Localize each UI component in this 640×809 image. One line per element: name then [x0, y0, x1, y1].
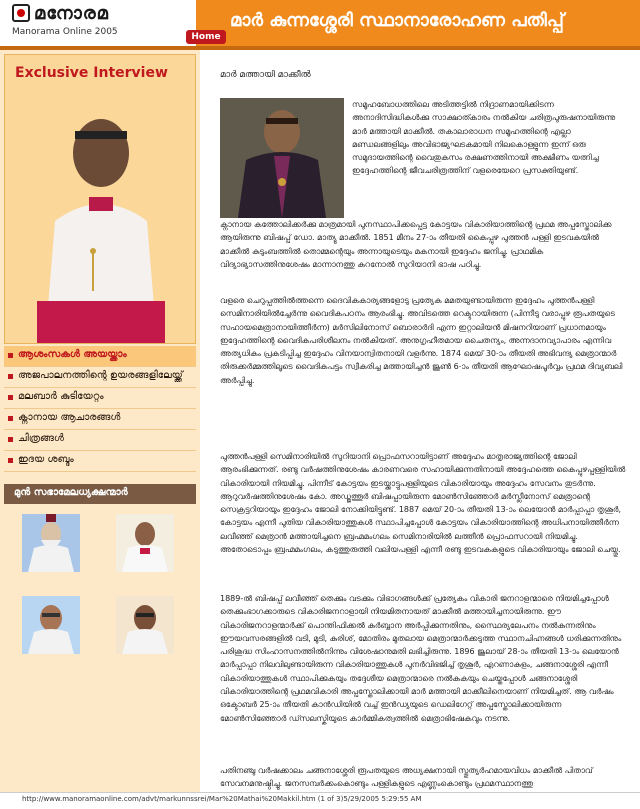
bullet-icon — [8, 458, 13, 463]
bishop-portrait-image — [37, 101, 165, 343]
nav-item-label: ക്നാനായ ആചാരങ്ങള്‍ — [18, 412, 121, 423]
site-logo[interactable] — [0, 0, 196, 46]
status-bar — [0, 792, 640, 809]
nav-item-label: ആശംസകള്‍ അയയ്ക്കാം — [18, 349, 127, 360]
former-bishops-header — [4, 484, 196, 504]
header — [0, 0, 640, 46]
nav-item-heart-voice[interactable] — [4, 451, 196, 472]
article-paragraph: പുത്തന്‍പള്ളി സെമിനാരിയില്‍ സുറിയാനി പ്രൊഫസറായിട്ടാണ് അദ്ദേഹം മാതൃരാജ്യത്തിന്റെ ജോലി ആരംഭിക്കുന്നത്. രണ്ടു വര്‍ഷത്തിനുശേഷം കാരണവരെ സഹായിക്കുന്നതിനായി അദ്ദേഹത്തെ കൈപ്പുഴപ്പള്ളിയില്‍ വികാരിയായി നിയമിച്ചു. പിന്നീട് കോട്ടയം ഇടയ്ക്കാട്ടുപള്ളിയുടെ വികാരിയായും അദ്ദേഹം സേവനം തുടര്‍ന്നു. ആറുവര്‍ഷത്തിനുശേഷം കോ. അഡ്ജത്തൂര്‍ ബിഷപ്പായിരുന്ന മോണ്‍സിഞ്ഞോര്‍ മര്‍സ്ലീനോസ് മെത്രാന്റെ സെക്രട്ടറിയായും ഇദ്ദേഹം ജോലി നോക്കിയിട്ടുണ്ട്. 1887 മെയ് 20-ാം തീയതി 13-ാം ലെയോന്‍ മാര്‍പ്പാപ്പാ തൃശൂര്‍, കോട്ടയം എന്നീ പുതിയ വികാരിയാത്തുകള്‍ സ്ഥാപിച്ചപ്പോള്‍ കോട്ടയം വികാരിയാത്തിന്റെ അധിപനായിത്തീര്‍ന്ന ലവീഞ്ഞ് മെത്രാന്‍ മത്തായിച്ചനെ ബ്രഹ്മമംഗലം സെമിനാരിയില്‍ ലത്തീന്‍ പ്രൊഫസറായി നിയമിച്ചു. അതോടൊപ്പം ബ്രഹ്മമംഗലം, കടുത്തുരുത്തി വലിയപള്ളി എന്നീ രണ്ടു ഇടവകകളുടെ വികാരിയായും ജോലി ചെയ്തു. — [220, 452, 626, 555]
former-bishop-photo[interactable] — [116, 514, 174, 572]
page-title: മാര്‍ കുന്നശ്ശേരി സ്ഥാനാരോഹണ പതിപ്പ് — [230, 10, 564, 31]
nav-item-label: ചിത്രങ്ങള്‍ — [18, 433, 64, 444]
nav-item-pictures[interactable] — [4, 430, 196, 451]
interview-heading: Exclusive Interview — [15, 65, 168, 81]
article-paragraph: പതിനഞ്ചു വര്‍ഷക്കാലം ചങ്ങനാശ്ശേരി രൂപതയുടെ അധ്യക്ഷനായി സ്തുത്യര്‍ഹമായവിധം മാക്കീല്‍ പിതാവ് സേവനമനുഷ്ഠിച്ചു. ജനസമ്പര്‍ക്കംകൊണ്ടും പള്ളികളുടെ എണ്ണംകൊണ്ടും പ്രഥമസ്ഥാനത്തു — [220, 766, 593, 789]
bullet-icon — [8, 374, 13, 379]
bullet-icon — [8, 395, 13, 400]
article-byline: മാര്‍ മത്തായി മാക്കീല്‍ — [220, 70, 311, 80]
logo-text: മനോരമ — [34, 3, 109, 24]
logo-emblem-icon — [12, 4, 30, 22]
sidebar-nav — [4, 346, 196, 472]
home-button[interactable]: Home — [186, 30, 226, 44]
nav-item-malabar-migration[interactable] — [4, 388, 196, 409]
former-bishop-photo[interactable] — [22, 514, 80, 572]
article-paragraph: ക്നാനായ കത്തോലിക്കര്‍ക്കു മാത്രമായി പുനസ്ഥാപിക്കപ്പെട്ട കോട്ടയം വികാരിയാത്തിന്റെ പ്രഥമ അപ്പസ്തോലിക്ക ആയിരുന്നു ബിഷപ്പ് ഡോ. മാത്യു മാക്കീല്‍. 1851 മീനം 27-ാം തീയതി കൈപ്പുഴ പുത്തന്‍ പള്ളി ഇടവകയില്‍ മാക്കീല്‍ കുടുംബത്തില്‍ തൊമ്മന്റെയും അന്നായുടെയും മകനായി ഇദ്ദേഹം ജനിച്ചു. പ്രാഥമിക വിദ്യാഭ്യാസത്തിനുശേഷം മാന്നാനത്തു കുറനോല്‍ സുറിയാനി ഭാഷ പഠിച്ചു. — [220, 220, 612, 269]
former-bishops-grid — [4, 504, 196, 664]
article-paragraph: സമൂഹബോധത്തിലെ അടിത്തട്ടില്‍ നിദ്രാണമായിക്കിടന്ന അനാദിസിദ്ധികള്‍ക്കു സാക്ഷാത്കാരം നല്‍കിയ ചരിത്രപുരുഷനായിരുന്നു മാര്‍ മത്തായി മാക്കീല്‍. തകാലാരാധന സമൂഹത്തിന്റെ എല്ലാ മണ്ഡലങ്ങളിലും അവിഭാജ്യഘടകമായി നിലകൊള്ളുന്ന ഇന്ന് ഒരു സമുദായത്തിന്റെ വൈതുകസം രക്ഷണത്തിനായി അക്ഷീണം യത്നിച്ച ഇദ്ദേഹത്തിന്റെ ജീവചരിത്രത്തിന് വളരെയേറെ പ്രസക്തിയുണ്ട്. — [352, 100, 616, 176]
nav-item-label: ഇദയ ശബ്ദം — [18, 454, 74, 465]
article — [204, 50, 640, 792]
exclusive-interview-banner[interactable] — [4, 54, 196, 344]
bullet-icon — [8, 353, 13, 358]
nav-item-knanaya-customs[interactable] — [4, 409, 196, 430]
nav-item-label: അജപാലനത്തിന്റെ ഉയരങ്ങളിലേയ്ക്ക് — [18, 370, 183, 381]
article-paragraph: വളരെ ചെറുപ്പത്തില്‍ത്തന്നെ ദൈവികകാര്യങ്ങളോടു പ്രത്യേക മമതയുണ്ടായിരുന്ന ഇദ്ദേഹം പുത്തന്‍പള്ളി സെമിനാരിയില്‍ച്ചേര്‍ന്നു വൈദികപഠനം ആരംഭിച്ചു. അവിടത്തെ റെക്ടറായിരുന്ന (പിന്നീടു വരാപ്പുഴ രൂപതയുടെ സഹായമെത്രാനായിത്തീര്‍ന്ന) മര്‍സിലിനോസ് ബൊരാര്‍ദി എന്ന ഇറ്റാലിയന്‍ മിഷനറിയാണ് പ്രധാനമായും ഇദ്ദേഹത്തിന്റെ വൈദികപരിശീലനം നല്‍കിയത്. അനുഗൃഹീതമായ ചൈതന്യം, അന്നദാനവ്യാപാരം എന്നിവ അത്യധികം പ്രകടിപ്പിച്ച ഇദ്ദേഹം വിനയാന്വിതനായി വളര്‍ന്നു. 1874 മെയ് 30-ാം തീയതി അഭിവന്ദ്യ മെത്രാന്മാര്‍ തിരുക്കര്‍മ്മത്തിലൂടെ വൈദികപട്ടം സ്വീകരിച്ച മത്തായിച്ചന്‍ ജൂണ്‍ 6-ാം തീയതി ആഘോഷപൂര്‍വ്വം പ്രഥമ ദിവ്യബലി അര്‍പ്പിച്ചു. — [220, 296, 623, 385]
former-bishops-label: മുന്‍ സഭാമേലധ്യക്ഷന്മാര്‍ — [14, 487, 128, 498]
article-paragraph: 1889-ല്‍ ബിഷപ്പ് ലവീഞ്ഞ് തെക്കും വടക്കും വിഭാഗങ്ങള്‍ക്ക് പ്രത്യേകം വികാരി ജനറാളന്മാരെ നിയമിച്ചപ്പോള്‍ തെക്കുംഭാഗക്കാരുടെ വികാരിജനറാളായി നിയമിതനായത് മാക്കീല്‍ മത്തായിച്ചനായിരുന്നു. ഈ വികാരിജനറാളന്മാര്‍ക്ക് പൊന്തിഫിക്കല്‍ കുര്‍ബ്ബാന അര്‍പ്പിക്കുന്നതിനും, സ്ഥൈര്യലേപനം നല്‍കുന്നതിനും ഈയവസരങ്ങളില്‍ വടി, മുടി, കുരിശ്, മോതിരം മുതലായ മെത്രാന്മാര്‍ക്കടുത്ത സ്ഥാനചിഹ്നങ്ങള്‍ ധരിക്കുന്നതിനും പരിശുദ്ധ സിംഹാസനത്തില്‍നിന്നും വിശേഷാനുമതി ലഭിച്ചിരുന്നു. 1896 ജൂലായ് 28-ാം തീയതി 13-ാം ലെയോന്‍ മാര്‍പ്പാപ്പാ നിലവിലുണ്ടായിരുന്ന വികാരിയാത്തുകള്‍ പുനര്‍വിഭജിച്ച് തൃശൂര്‍, എറണാകുളം, ചങ്ങനാശ്ശേരി എന്നീ വികാരിയാത്തുകള്‍ സ്ഥാപിക്കുകയും തദ്ദേശീയ മെത്രാന്മാരെ നല്‍കുകയും ചെയ്തപ്പോള്‍ ചങ്ങനാശ്ശേരി വികാരിയാത്തിന്റെ പ്രഥമവികാരി അപ്പസ്തോലിക്കായി മാര്‍ മത്തായി മാക്കീലിനെയാണ് നിയമിച്ചത്. ആ വര്‍ഷം ഒക്ടോബര്‍ 25-ാം തീയതി കാന്‍ഡിയില്‍ വച്ച് ഇന്‍ഡ്യയുടെ ഡെലിഗേറ്റ് അപ്പസ്തോലിക്കായിരുന്ന മോണ്‍സിഞ്ഞോര്‍ ഡ്സലസ്കിയുടെ കാര്‍മ്മികത്വത്തില്‍ മെത്രാഭിഷേകവും നടന്നു. — [220, 594, 622, 723]
former-bishop-photo[interactable] — [116, 596, 174, 654]
sidebar — [0, 50, 200, 808]
bullet-icon — [8, 416, 13, 421]
nav-item-label: മലബാര്‍ കുടിയേറ്റം — [18, 391, 104, 402]
mar-mathai-makil-photo — [220, 98, 344, 218]
status-url: http://www.manoramaonline.com/advt/markunnssrei/Mar%20Mathai%20Makkil.htm (1 of 3)5/29/2005 5:29:55 AM — [22, 795, 422, 803]
bullet-icon — [8, 437, 13, 442]
nav-item-pastoral-heights[interactable] — [4, 367, 196, 388]
logo-subtitle: Manorama Online 2005 — [12, 27, 118, 37]
former-bishop-photo[interactable] — [22, 596, 80, 654]
nav-item-send-greetings[interactable] — [4, 346, 196, 367]
